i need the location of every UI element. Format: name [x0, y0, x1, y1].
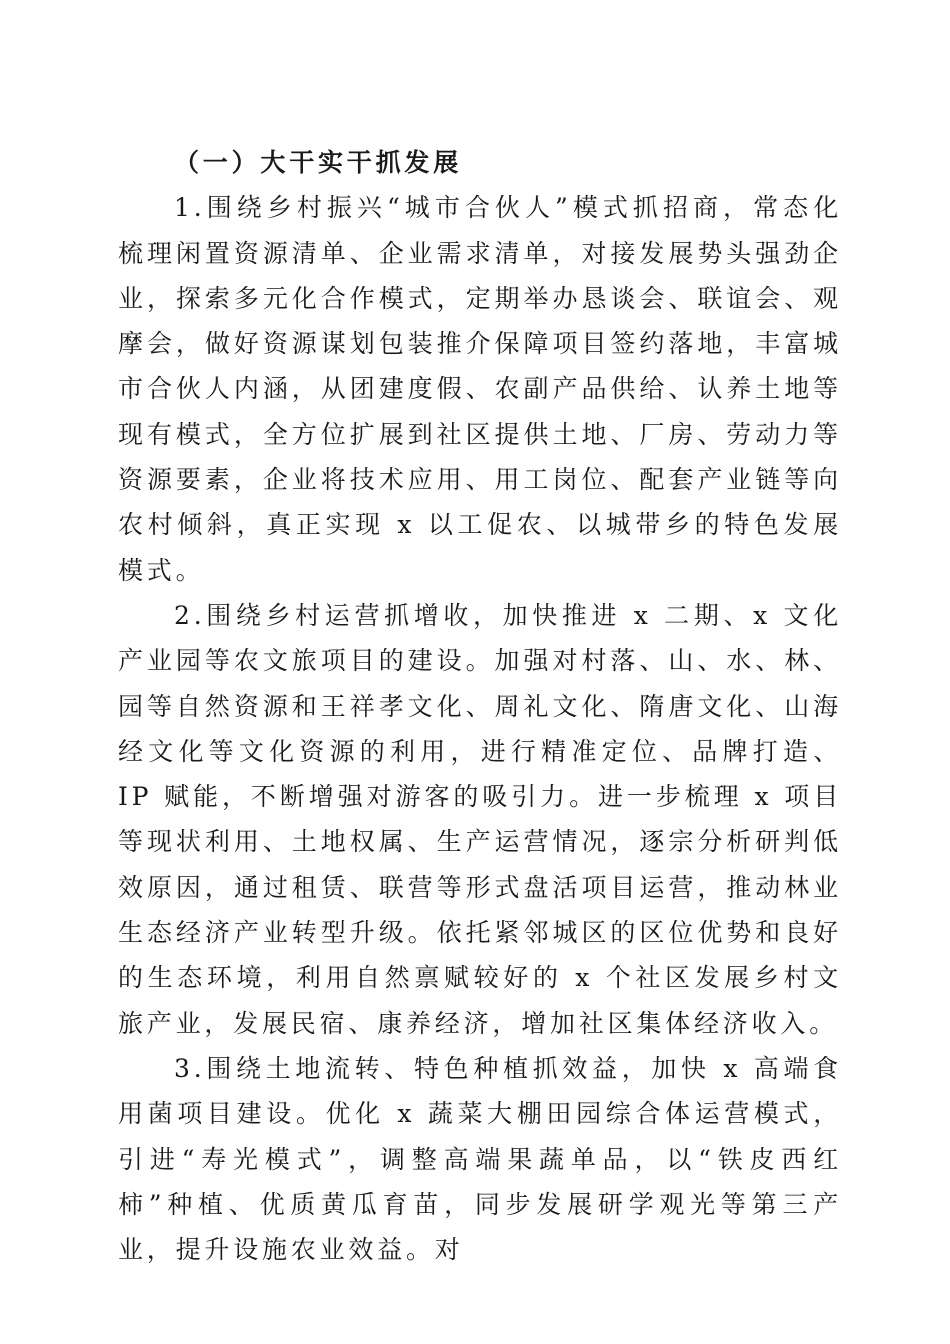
- paragraph-2: 2.围绕乡村运营抓增收，加快推进 x 二期、x 文化产业园等农文旅项目的建设。加强对村落、山、水、林、园等自然资源和王祥孝文化、周礼文化、隋唐文化、山海经文化等文化资源的利用，进行精准定位、品牌打造、IP 赋能，不断增强对游客的吸引力。进一步梳理 x 项目等现状利用、土地权属、生产运营情况，逐宗分析研判低效原因，通过租赁、联营等形式盘活项目运营，推动林业生态经济产业转型升级。依托紧邻城区的区位优势和良好的生态环境，利用自然禀赋较好的 x 个社区发展乡村文旅产业，发展民宿、康养经济，增加社区集体经济收入。: [118, 600, 842, 1038]
- section-heading: （一）大干实干抓发展: [174, 148, 463, 177]
- paragraph-3: 3.围绕土地流转、特色种植抓效益，加快 x 高端食用菌项目建设。优化 x 蔬菜大棚田园综合体运营模式，引进“寿光模式”，调整高端果蔬单品，以“铁皮西红柿”种植、优质黄瓜育苗，同步发展研学观光等第三产业，提升设施农业效益。对: [118, 1053, 842, 1265]
- paragraph-1: 1.围绕乡村振兴“城市合伙人”模式抓招商，常态化梳理闲置资源清单、企业需求清单，对接发展势头强劲企业，探索多元化合作模式，定期举办恳谈会、联谊会、观摩会，做好资源谋划包装推介保障项目签约落地，丰富城市合伙人内涵，从团建度假、农副产品供给、认养土地等现有模式，全方位扩展到社区提供土地、厂房、劳动力等资源要素，企业将技术应用、用工岗位、配套产业链等向农村倾斜，真正实现 x 以工促农、以城带乡的特色发展模式。: [118, 193, 842, 585]
- document-body: [118, 140, 842, 1272]
